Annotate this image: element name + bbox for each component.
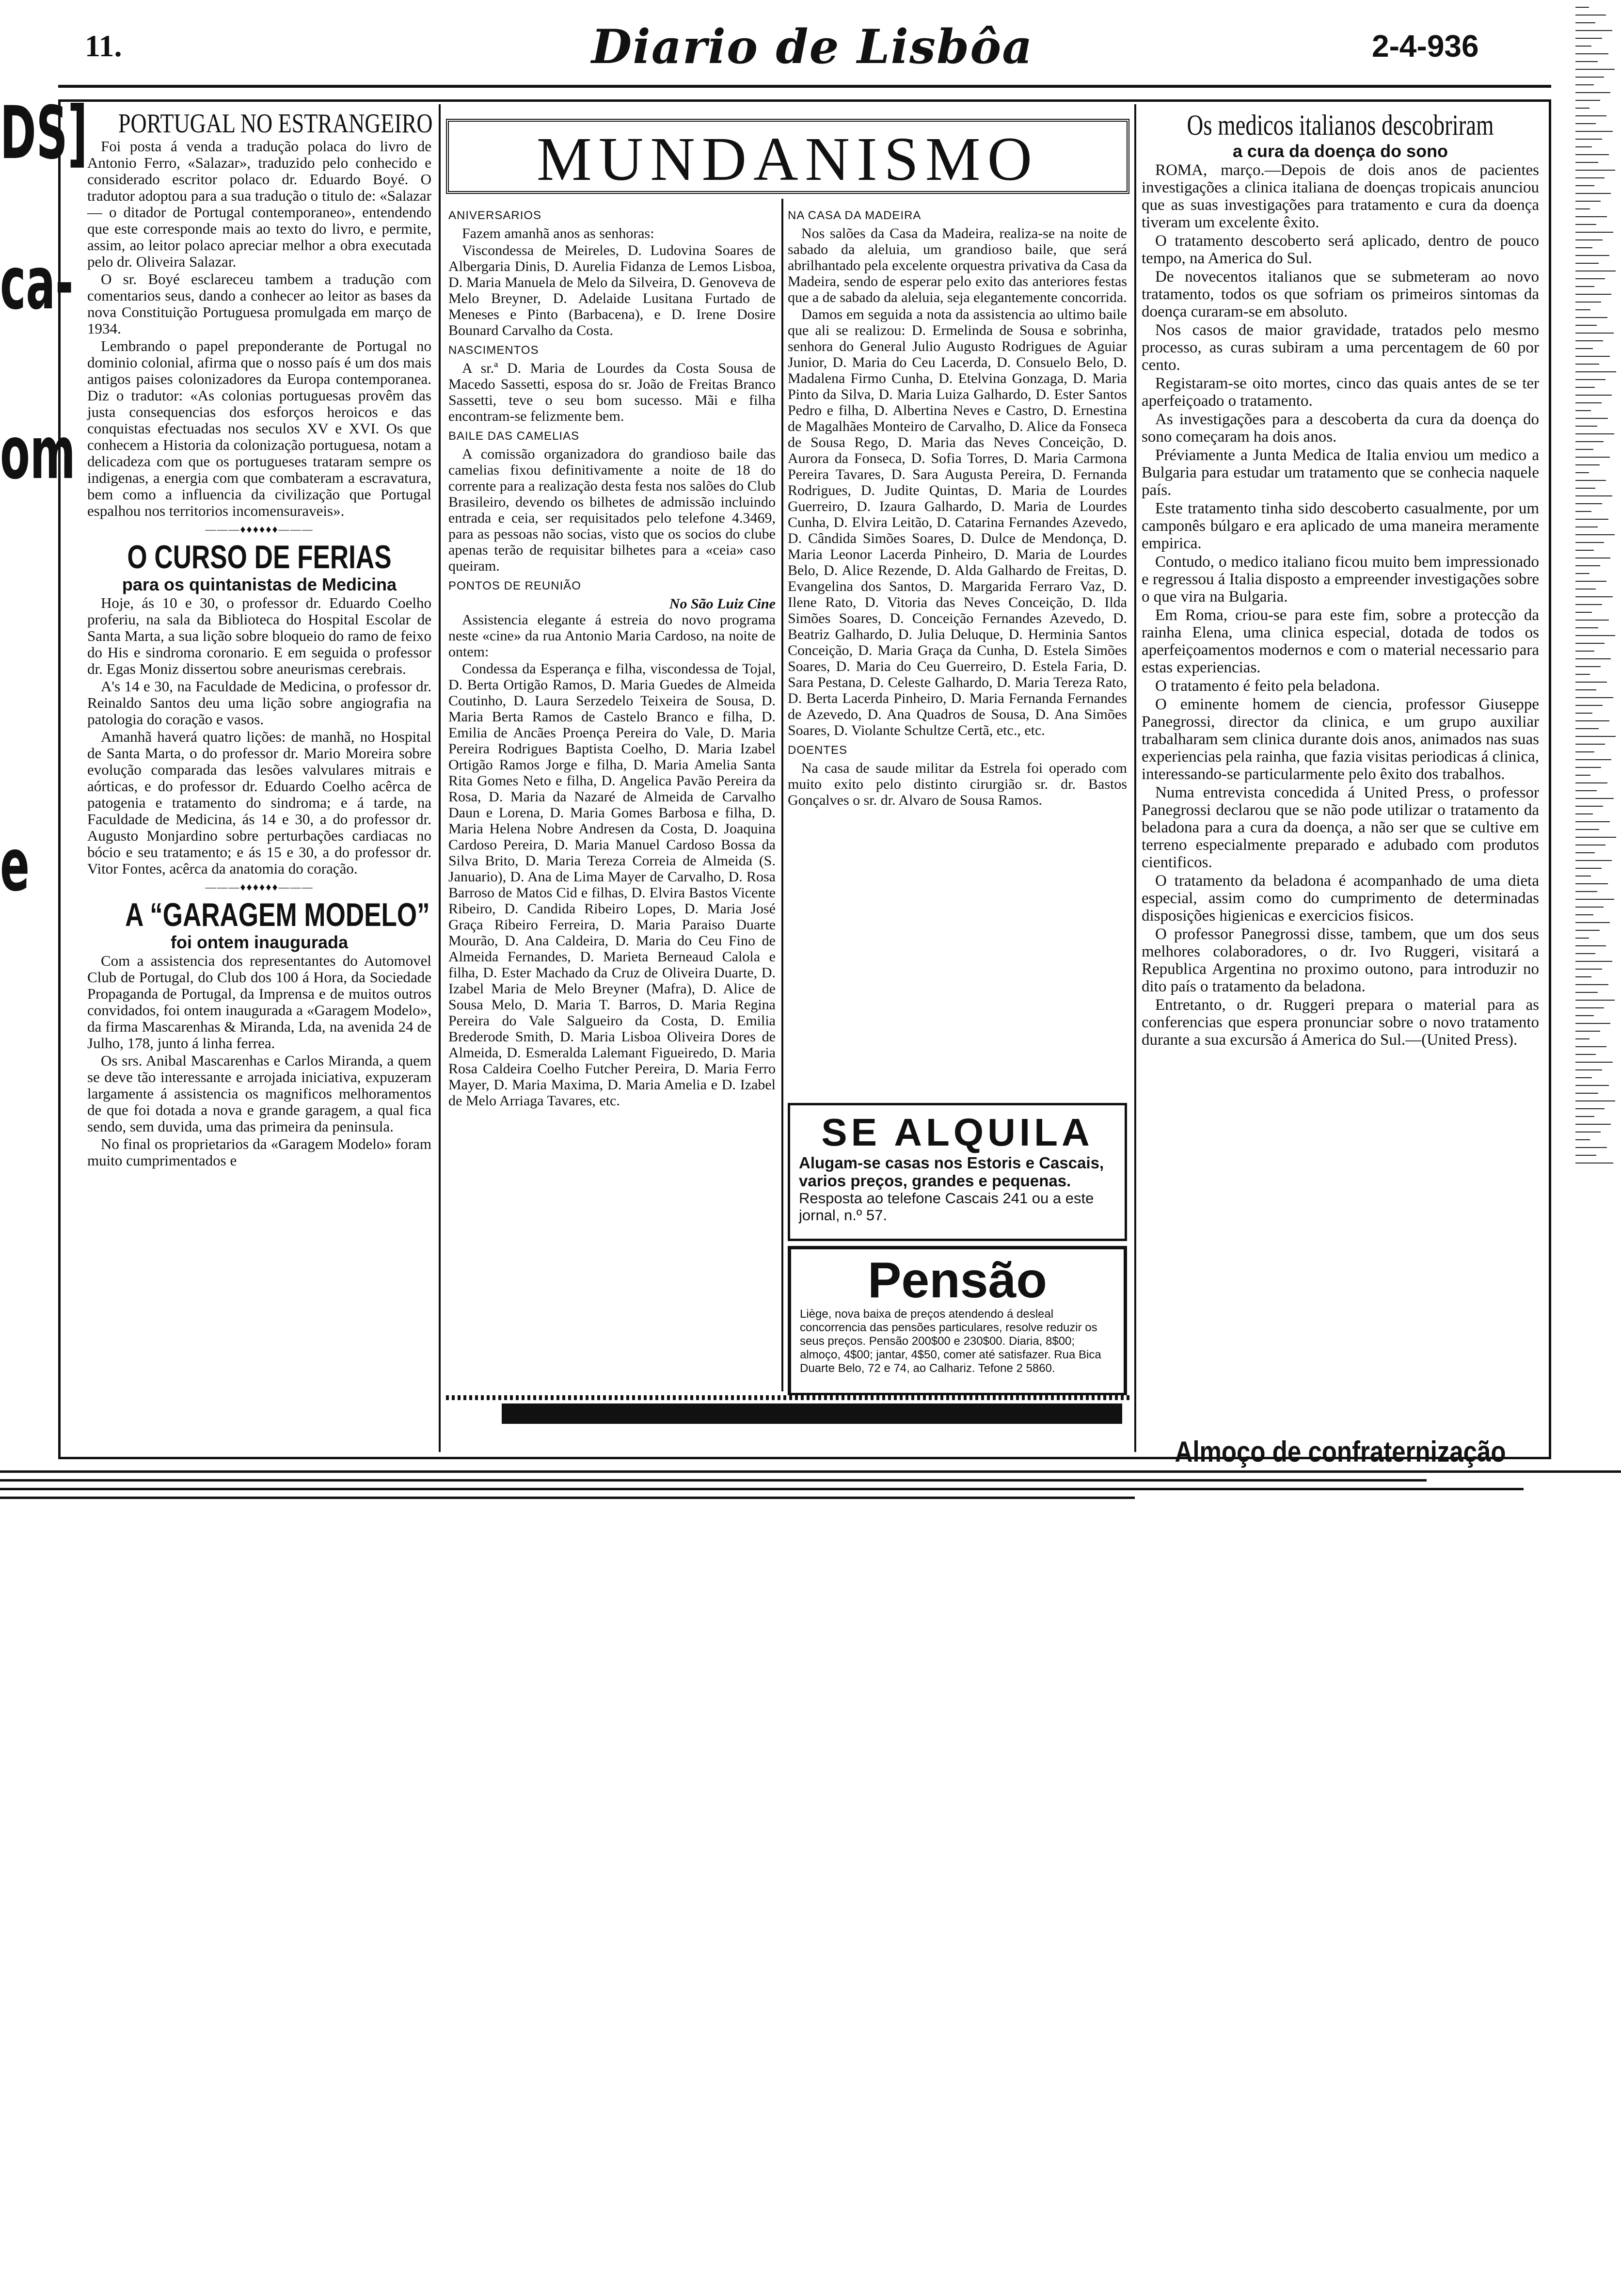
- section-label: DOENTES: [788, 744, 848, 757]
- paragraph: Este tratamento tinha sido descoberto casualmente, por um camponês búlgaro e era aplicado de uma maneira meramente empirica.: [1142, 500, 1539, 552]
- column-mundanismo-a: [448, 204, 776, 1110]
- column-right: [1142, 109, 1539, 1050]
- paragraph: Viscondessa de Meireles, D. Ludovina Soares de Albergaria Dinis, D. Aurelia Fidanza de Lemos Lisboa, D. Maria Manuela de Melo da Silveira, D. Genoveva de Melo Breyner, D. Adelaide Lusitana Furtado de Meneses e Pinto (Barbacena), e D. Irene Dosire Bounard Carvalho da Costa.: [448, 242, 776, 338]
- divider: ———♦♦♦♦♦♦———: [205, 523, 314, 535]
- section-label: ANIVERSARIOS: [448, 209, 542, 222]
- paragraph: Condessa da Esperança e filha, viscondessa de Tojal, D. Berta Ortigão Ramos, D. Maria Guedes de Almeida Coutinho, D. Laura Serzedelo Teixeira de Sousa, D. Maria Berta Ramos de Castelo Branco e filha, D. Emilia de Ancães Proença Pereira do Vale, D. Maria Pereira Rodrigues Baptista Coelho, D. Maria Izabel Ortigão Ramos Jorge e filha, D. Maria Amelia Santa Rita Gomes Neto e filha, D. Angelica Pavão Pereira da Rosa, D. Maria da Nazaré de Almeida de Carvalho Daun e Lorena, D. Maria Gomes Barbosa e filha, D. Maria Helena Nobre Andresen da Costa, D. Joaquina Cardoso Pereira, D. Maria Manuel Cardoso Bossa da Silva Brito, D. Maria Tereza Correia de Almeida (S. Januario), D. Ana de Lima Mayer de Carvalho, D. Rosa Barroso de Matos Cid e filhas, D. Elvira Bastos Vicente Ribeiro, D. Candida Ribeiro Lopes, D. Maria José Graça Ribeiro Ferreira, D. Maria Paraiso Duarte Mourão, D. Ana Caldeira, D. Maria do Ceu Fino de Almeida Fernandes, D. Marieta Berneaud Calola e filha, D. Ester Machado da Cruz de Oliveira Duarte, D. Izabel Maria de Melo Breyner (Mafra), D. Alice de Sousa Melo, D. Maria T. Barros, D. Maria Regina Pereira do Vale Salgueiro da Costa, D. Emilia Brederode Smith, D. Maria Lisboa Oliveira Dores de Almeida, D. Esmeralda Lalemant Figueiredo, D. Maria Rosa Caldeira Coelho Futcher Pereira, D. Maria Ferro Mayer, D. Maria Maxima, D. Maria Amelia e D. Izabel de Melo Arriaga Tavares, etc.: [448, 661, 776, 1109]
- ad-text: Resposta ao telefone Cascais 241 ou a este jornal, n.º 57.: [799, 1190, 1094, 1224]
- paragraph: Préviamente a Junta Medica de Italia enviou um medico a Bulgaria para estudar um tratamento que se conhecia naquele país.: [1142, 446, 1539, 499]
- scan-artifact-lines: [0, 1464, 1621, 1517]
- curso-subheadline: para os quintanistas de Medicina: [122, 574, 397, 594]
- medicos-headline: Os medicos italianos descobriram: [1187, 109, 1494, 141]
- paragraph: Na casa de saude militar da Estrela foi operado com muito exito pelo distinto cirurgião sr. dr. Bastos Gonçalves o sr. dr. Alvaro de Sousa Ramos.: [788, 760, 1127, 808]
- right-edge-texture: [1575, 0, 1621, 1576]
- paragraph: Damos em seguida a nota da assistencia ao ultimo baile que ali se realizou: D. Ermelinda de Sousa e sobrinha, senhora do General Julio Augusto Rodrigues de Aguiar Junior, D. Maria do Ceu Lacerda, D. Consuelo Belo, D. Madalena Firmo Cunha, D. Etelvina Gonzaga, D. Maria Pinto da Silva, D. Maria Luiza Galhardo, D. Ester Santos Pedro e filha, D. Albertina Neves e Castro, D. Ernestina de Magalhães Monteiro de Carvalho, D. Alice da Fonseca de Sousa Rego, D. Maria das Neves Conceição, D. Aurora da Fonseca, D. Sofia Torres, D. Maria Carmona Pereira Tavares, D. Sara Augusta Pereira, D. Fernanda Rodrigues, D. Judite Quintas, D. Maria de Lourdes Guerreiro, D. Izaura Galhardo, D. Maria de Lourdes Cunha, D. Elvira Leitão, D. Catarina Fernandes Azevedo, D. Cândida Simões Soares, D. Dulce de Mendonça, D. Maria Leonor Lacerda Pinheiro, D. Maria de Lourdes Belo, D. Alice Rezende, D. Alda Galhardo de Freitas, D. Evangelina dos Santos, D. Margarida Ferraro Vaz, D. Ilene Rato, D. Vitoria das Neves Conceição, D. Ilda Simões Soares, D. Conceição Fernandes Azevedo, D. Beatriz Galhardo, D. Julia Deluque, D. Herminia Santos Conceição, D. Maria Graça da Cunha, D. Estela Simões Soares, D. Maria do Ceu Guerreiro, D. Estela Faria, D. Sara Pestana, D. Celeste Galhardo, D. Maria Tereza Rato, D. Berta Lacerda Pinheiro, D. Maria Fernanda Fernandes de Azevedo, D. Ana Quadros de Sousa, D. Ana Simões Soares, D. Violante Schultze Certã, etc., etc.: [788, 306, 1127, 738]
- paragraph: As investigações para a descoberta da cura da doença do sono começaram ha dois anos.: [1142, 411, 1539, 446]
- paragraph: Os srs. Anibal Mascarenhas e Carlos Miranda, a quem se deve tão interessante e arrojada iniciativa, expuzeram largamente á assistencia os magnificos melhoramentos de que foi dotada a nova e grande garagem, a qual fica sendo, sem duvida, uma das primeira da peninsula.: [87, 1052, 431, 1135]
- paragraph: Entretanto, o dr. Ruggeri prepara o material para as conferencias que espera pronunciar sobre o novo tratamento durante a sua excursão á America do Sul.—(United Press).: [1142, 996, 1539, 1049]
- next-article-headline: Almoço de confraternização: [1175, 1435, 1506, 1468]
- paragraph: Fazem amanhã anos as senhoras:: [462, 225, 654, 241]
- paragraph: A comissão organizadora do grandioso baile das camelias fixou definitivamente a noite de 18 do corrente para a realização desta festa nos salões do Club Brasileiro, devendo os bilhetes de admissão incluindo entrada e ceia, ser requisitados pelo telefone 4.3469, para as pessoas não socias, visto que os socios do clube apenas terão de requisitar bilhetes para a «ceia» caso queiram.: [448, 446, 776, 574]
- paragraph: O tratamento descoberto será aplicado, dentro de pouco tempo, na America do Sul.: [1142, 232, 1539, 267]
- paragraph: Com a assistencia dos representantes do Automovel Club de Portugal, do Club dos 100 á Hora, da Sociedade Propaganda de Portugal, da Imprensa e de muitos outros convidados, foi ontem inaugurada a «Garagem Modelo», da firma Mascarenhas & Miranda, Lda, na avenida 24 de Julho, 178, junto á linha ferrea.: [87, 952, 431, 1052]
- paragraph: O professor Panegrossi disse, tambem, que um dos seus melhores colaboradores, o dr. Ivo Ruggeri, visitará a Republica Argentina no proximo outono, para introduzir no dito país o tratamento da beladona.: [1142, 925, 1539, 995]
- column-rule: [1134, 104, 1136, 1452]
- paragraph: Em Roma, criou-se para este fim, sobre a protecção da rainha Elena, uma clinica especial, dotada de todos os aperfeiçoamentos modernos e com o material necessario para estas experiencias.: [1142, 606, 1539, 676]
- section-sublabel: No São Luiz Cine: [669, 596, 776, 612]
- section-label: BAILE DAS CAMELIAS: [448, 430, 580, 443]
- column-rule: [781, 199, 783, 1391]
- paragraph: Assistencia elegante á estreia do novo programa neste «cine» da rua Antonio Maria Cardoso, na noite de ontem:: [448, 612, 776, 660]
- left-edge-fragments: [0, 91, 88, 1551]
- garagem-headline: A “GARAGEM MODELO”: [125, 896, 430, 933]
- paragraph: Registaram-se oito mortes, cinco das quais antes de se ter aperfeiçoado o tratamento.: [1142, 375, 1539, 410]
- divider: ———♦♦♦♦♦♦———: [205, 881, 314, 893]
- paragraph: Foi posta á venda a tradução polaca do livro de Antonio Ferro, «Salazar», traduzido pelo conhecido e considerado escritor polaco dr. Eduardo Boyé. O tradutor adoptou para a sua tradução o titulo de: «Salazar — o ditador de Portugal contemporaneo», entendendo que este corresponde mais ao texto do livro, e permite, assim, ao leitor polaco apreciar melhor a obra executada pelo dr. Oliveira Salazar.: [87, 138, 431, 270]
- paragraph: O sr. Boyé esclareceu tambem a tradução com comentarios seus, dando a conhecer ao leitor as bases da nova Constituição Portuguesa promulgada em março de 1934.: [87, 271, 431, 337]
- decorative-rule: [446, 1395, 1129, 1400]
- paragraph: A sr.ª D. Maria de Lourdes da Costa Sousa de Macedo Sassetti, esposa do sr. João de Freitas Branco Sassetti, teve o seu bom sucesso. Mãi e filha encontram-se felizmente bem.: [448, 360, 776, 424]
- paragraph: ROMA, março.—Depois de dois anos de pacientes investigações a clinica italiana de doenças tropicais anunciou que as suas investigações para tratamento e cura da doença tiveram um excelente êxito.: [1142, 161, 1539, 231]
- paragraph: Nos casos de maior gravidade, tratados pelo mesmo processo, as curas subiram a uma percentagem de 60 por cento.: [1142, 321, 1539, 374]
- section-label: PONTOS DE REUNIÃO: [448, 579, 581, 592]
- paragraph: Lembrando o papel preponderante de Portugal no dominio colonial, afirma que o nosso país é um dos mais antigos paises colonizadores da Europa contemporanea. Diz o tradutor: «As colonias portuguesas provêm das justa consequencias dos esforços heroicos e das conquistas efectuadas nos seculos XV e XVI. Os que conhecem a Historia da colonização portuguesa, notam a delicadeza com que os portugueses trataram sempre os indigenas, a energia com que combateram a escravatura, bem como a influencia da civilização que Portugal espalhou nos territorios incomensuraveis».: [87, 337, 431, 519]
- edge-fragment: ca-: [0, 241, 74, 326]
- paragraph: Hoje, ás 10 e 30, o professor dr. Eduardo Coelho proferiu, na sala da Biblioteca do Hospital Escolar de Santa Marta, a sua lição sobre bloqueio do ramo de feixo do His e sindroma coronario. E em seguida o professor dr. Egas Moniz dissertou sobre aneurismas cerebrais.: [87, 594, 431, 677]
- decorative-bar: [502, 1403, 1122, 1424]
- ad-pensao: [788, 1246, 1127, 1396]
- column-rule: [439, 104, 441, 1452]
- paragraph: A's 14 e 30, na Faculdade de Medicina, o professor dr. Reinaldo Santos deu uma lição sobre angiografia na patologia do coração e vasos.: [87, 678, 431, 728]
- masthead-rule: [58, 85, 1551, 88]
- curso-headline: O CURSO DE FERIAS: [127, 539, 392, 575]
- ad-se-alquila: [788, 1103, 1127, 1241]
- paragraph: O eminente homem de ciencia, professor Giuseppe Panegrossi, director da clinica, e um grupo auxiliar trabalharam sem clinica durante dois anos, animados nas suas experiencias pela rainha, que fazia visitas periodicas á clinica, interessando-se particularmente pelo êxito dos trabalhos.: [1142, 696, 1539, 783]
- mundanismo-title: MUNDANISMO: [536, 125, 1039, 193]
- edge-fragment: DS]: [0, 91, 88, 175]
- section-label: NASCIMENTOS: [448, 344, 539, 357]
- paragraph: Numa entrevista concedida á United Press, o professor Panegrossi declarou que se não pode utilizar o tratamento da beladona para a cura da doença, a não ser que se cultive em terreno especialmente preparado e adubado com produtos cientificos.: [1142, 784, 1539, 871]
- ad-text: Liège, nova baixa de preços atendendo á desleal concorrencia das pensões particulares, resolve reduzir os seus preços. Pensão 200$00 e 230$00. Diaria, 8$00; almoço, 4$00; jantar, 4$50, comer até satisfazer. Rua Bica Duarte Belo, 72 e 74, ao Calhariz. Tefone 2 5860.: [800, 1307, 1101, 1375]
- ad-title: SE ALQUILA: [821, 1111, 1094, 1154]
- medicos-subheadline: a cura da doença do sono: [1232, 141, 1448, 161]
- paragraph: Amanhã haverá quatro lições: de manhã, no Hospital de Santa Marta, o do professor dr. Mario Moreira sobre evolução comparada das lesões valvulares mitrais e aórticas, e do professor dr. Eduardo Coelho acêrca de patogenia e tratamento do sindroma; e á tarde, na Faculdade de Medicina, ás 14 e 30, a do professor dr. Augusto Monjardino sobre perturbações cardiacas no bócio e seu tratamento; e ás 15 e 30, a do professor dr. Vitor Fontes, acêrca da anatomia do coração.: [87, 728, 431, 877]
- issue-date: 2-4-936: [1372, 29, 1479, 64]
- paragraph: De novecentos italianos que se submeteram ao novo tratamento, todos os que sofriam os primeiros sintomas da doença curaram-se em absoluto.: [1142, 268, 1539, 320]
- paragraph: Nos salões da Casa da Madeira, realiza-se na noite de sabado da aleluia, um grandioso baile, que será abrilhantado pela excelente orquestra privativa da Casa da Madeira, sendo de esperar pelo exito das anteriores festas que a de sabado da aleluia, seja elegantemente concorrida.: [788, 225, 1127, 305]
- edge-fragment: e: [0, 823, 30, 908]
- section-label: NA CASA DA MADEIRA: [788, 209, 922, 222]
- paragraph: O tratamento é feito pela beladona.: [1155, 677, 1380, 695]
- ad-text-bold: Alugam-se casas nos Estoris e Cascais, varios preços, grandes e pequenas.: [799, 1154, 1104, 1190]
- column-mundanismo-b: [788, 204, 1127, 809]
- paragraph: O tratamento da beladona é acompanhado de uma dieta especial, assim como do cumprimento de determinadas disposições higienicas e exercicios fisicos.: [1142, 872, 1539, 925]
- column-left: [87, 109, 431, 1170]
- paragraph: Contudo, o medico italiano ficou muito bem impressionado e regressou á Italia disposto a empreender investigações sobre o que vira na Bulgaria.: [1142, 553, 1539, 606]
- ad-title: Pensão: [868, 1252, 1047, 1308]
- portugal-headline: PORTUGAL NO ESTRANGEIRO: [118, 109, 433, 139]
- paragraph: No final os proprietarios da «Garagem Modelo» foram muito cumprimentados e: [87, 1135, 431, 1169]
- garagem-subheadline: foi ontem inaugurada: [170, 932, 348, 952]
- edge-fragment: om: [0, 411, 76, 495]
- newspaper-title: Diario de Lisbôa: [591, 19, 1033, 74]
- page-number: 11.: [85, 29, 122, 63]
